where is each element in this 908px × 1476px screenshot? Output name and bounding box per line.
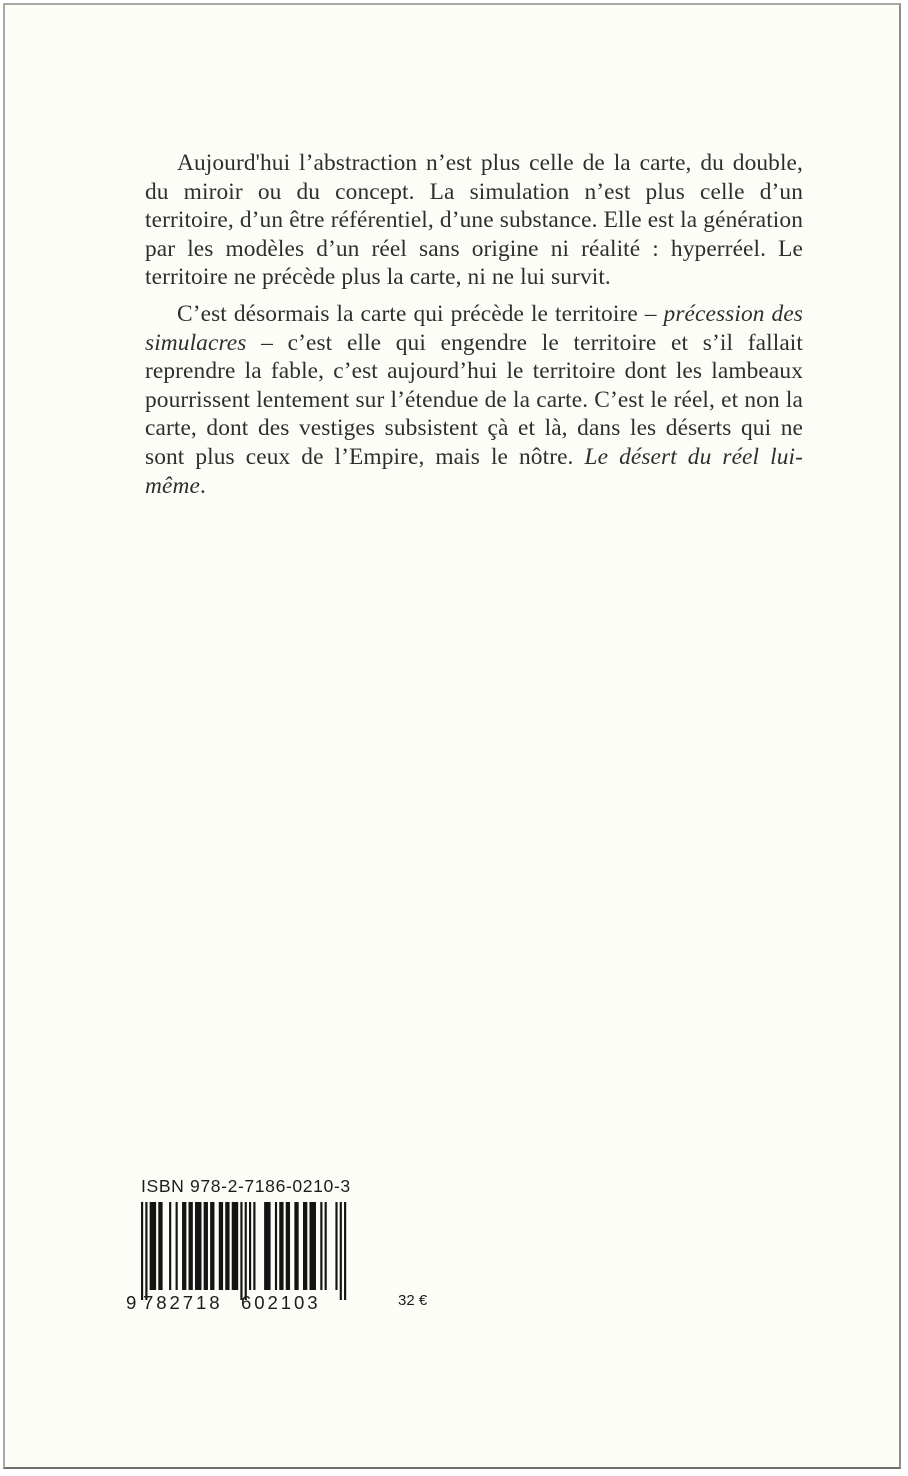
blurb-text	[145, 149, 803, 500]
barcode-bar	[240, 1202, 242, 1300]
barcode-bar	[195, 1202, 201, 1290]
barcode-bar	[303, 1202, 307, 1290]
barcode-bar	[232, 1202, 238, 1290]
barcode-bar	[158, 1202, 162, 1290]
isbn-label: ISBN 978-2-7186-0210-3	[141, 1176, 351, 1196]
barcode-left-digits: 782718	[143, 1292, 223, 1313]
barcode-bar	[309, 1202, 315, 1290]
blurb-paragraph-2-text-a: C’est désormais la carte qui précède le territoire –	[177, 300, 664, 327]
barcode-bar	[340, 1202, 342, 1300]
barcode-bar	[245, 1202, 247, 1300]
barcode-bar	[275, 1202, 277, 1290]
blurb-paragraph-2-text-b: – c’est elle qui engendre le territoire et s’il fallait reprendre la fable, c’est aujourd’hui le territoire dont les lambeaux pourrissent lentement sur l’étendue de la carte. C’est le réel, et non la carte, dont des vestiges subsistent çà et là, dans les déserts qui ne sont plus ceux de l’Empire, mais le nôtre.	[145, 329, 803, 470]
barcode-bar	[189, 1202, 193, 1290]
blurb-paragraph-1: Aujourd'hui l’abstraction n’est plus celle de la carte, du double, du miroir ou du concept. La simulation n’est plus celle d’un territoire, d’un être référentiel, d’une substance. Elle est la génération par les modèles d’un réel sans origine ni réalité : hyperréel. Le territoire ne précède plus la carte, ni ne lui survit.	[145, 150, 803, 291]
barcode-bar	[264, 1202, 270, 1290]
barcode-bar	[279, 1202, 283, 1290]
blurb-paragraph-2	[145, 300, 803, 500]
barcode-bar	[335, 1202, 337, 1290]
blurb-paragraph-2-text-c: .	[199, 472, 206, 499]
barcode-lead-digit: 9	[126, 1292, 140, 1313]
barcode-bar	[145, 1202, 147, 1300]
barcode-bar	[320, 1202, 322, 1290]
barcode-right-digits: 602103	[241, 1292, 321, 1313]
barcode-bar	[249, 1202, 251, 1290]
blurb-paragraph-2-italic-b: Le désert du réel lui-même	[145, 443, 804, 499]
barcode-bar	[253, 1202, 255, 1290]
barcode-bar	[294, 1202, 298, 1290]
barcode-bar	[210, 1202, 214, 1290]
barcode-bar	[176, 1202, 178, 1290]
barcode-bar	[219, 1202, 223, 1290]
barcode-bar	[150, 1202, 156, 1290]
blurb-paragraph-2-italic-a: précession des simulacres	[145, 300, 804, 356]
price-label: 32 €	[398, 1292, 428, 1309]
barcode-bar	[182, 1202, 186, 1290]
barcode-bar	[286, 1202, 290, 1290]
barcode-bar	[225, 1202, 229, 1290]
barcode-bar	[169, 1202, 171, 1290]
barcode-bar	[141, 1202, 143, 1300]
barcode-bar	[344, 1202, 346, 1300]
ean-barcode	[124, 1198, 354, 1318]
barcode-bar	[325, 1202, 327, 1290]
barcode-bar	[204, 1202, 208, 1290]
